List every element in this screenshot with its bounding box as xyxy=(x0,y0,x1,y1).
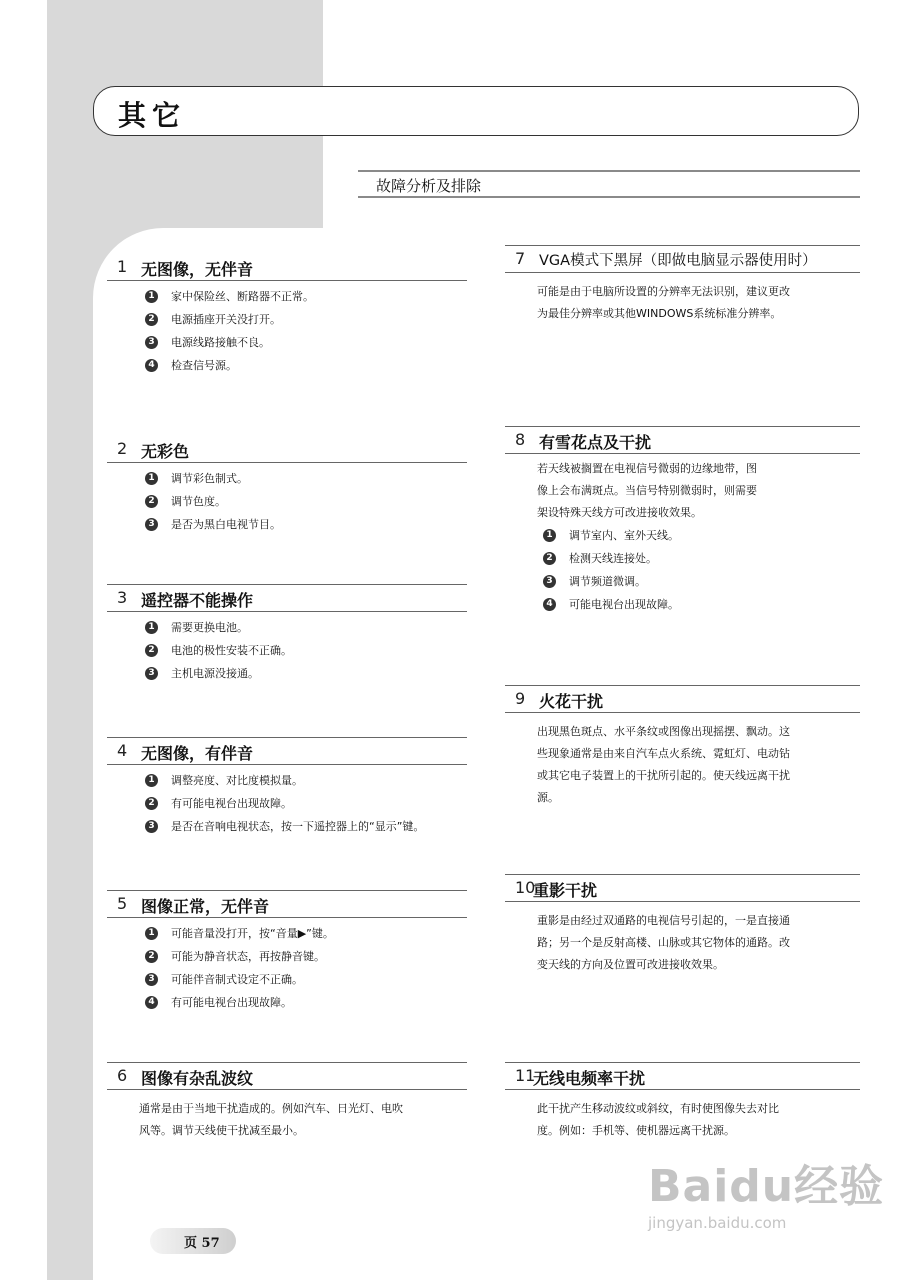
section-title: 无彩色 xyxy=(141,442,190,461)
section-title: 无图像，有伴音 xyxy=(141,744,254,763)
number-badge-4: 4 xyxy=(145,359,158,372)
section-paragraph: 若天线被搁置在电视信号微弱的边缘地带，图 像上会布满斑点。当信号特别微弱时，则需要 架设特殊天线方可改进接收效果。 xyxy=(537,462,757,519)
number-badge-2: 2 xyxy=(145,313,158,326)
list-item: 3 是否在音响电视状态，按一下遥控器上的“显示”键。 xyxy=(107,819,467,842)
section-7 xyxy=(505,245,860,325)
section-header xyxy=(107,1062,467,1090)
section-title: 无线电频率干扰 xyxy=(533,1069,646,1088)
list-item: 2 检测天线连接处。 xyxy=(505,551,860,574)
section-header xyxy=(107,584,467,612)
number-badge-3: 3 xyxy=(145,820,158,833)
number-badge-3: 3 xyxy=(145,667,158,680)
page-number-badge xyxy=(150,1228,236,1254)
item-list xyxy=(107,773,467,842)
list-item: 2 调节色度。 xyxy=(107,494,467,517)
item-list xyxy=(107,926,467,1018)
section-5 xyxy=(107,890,467,1018)
section-title: 重影干扰 xyxy=(533,881,598,900)
section-4 xyxy=(107,737,467,842)
list-item: 1 调整亮度、对比度模拟量。 xyxy=(107,773,467,796)
list-item: 1 需要更换电池。 xyxy=(107,620,467,643)
section-number: 2 xyxy=(117,439,128,458)
section-paragraph: 重影是由经过双通路的电视信号引起的，一是直接通 路；另一个是反射高楼、山脉或其它物体的通路。改 变天线的方向及位置可改进接收效果。 xyxy=(537,914,790,971)
list-item: 4 有可能电视台出现故障。 xyxy=(107,995,467,1018)
number-badge-2: 2 xyxy=(543,552,556,565)
list-item: 3 可能伴音制式设定不正确。 xyxy=(107,972,467,995)
number-badge-2: 2 xyxy=(145,644,158,657)
section-paragraph: 可能是由于电脑所设置的分辨率无法识别，建议更改 为最佳分辨率或其他WINDOWS系统标准分辨率。 xyxy=(537,285,790,320)
section-2 xyxy=(107,436,467,540)
subtitle-bar xyxy=(358,170,860,198)
list-item: 2 电源插座开关没打开。 xyxy=(107,312,467,335)
section-header xyxy=(107,436,467,463)
section-number: 11 xyxy=(515,1066,536,1085)
section-number: 5 xyxy=(117,894,128,913)
number-badge-1: 1 xyxy=(145,290,158,303)
number-badge-2: 2 xyxy=(145,797,158,810)
section-9 xyxy=(505,685,860,809)
number-badge-1: 1 xyxy=(145,472,158,485)
list-item: 3 调节频道微调。 xyxy=(505,574,860,597)
list-item: 1 可能音量没打开，按“音量▶”键。 xyxy=(107,926,467,949)
list-item: 2 有可能电视台出现故障。 xyxy=(107,796,467,819)
section-number: 7 xyxy=(515,249,526,268)
section-8 xyxy=(505,426,860,620)
section-number: 8 xyxy=(515,430,526,449)
section-11 xyxy=(505,1062,860,1142)
list-item: 1 调节彩色制式。 xyxy=(107,471,467,494)
baidu-watermark xyxy=(648,1150,884,1232)
section-header xyxy=(505,426,860,454)
section-header xyxy=(107,737,467,765)
section-title: 有雪花点及干扰 xyxy=(539,433,652,452)
number-badge-3: 3 xyxy=(145,336,158,349)
section-header xyxy=(107,890,467,918)
section-title: 图像正常，无伴音 xyxy=(141,897,270,916)
list-item: 3 是否为黑白电视节目。 xyxy=(107,517,467,540)
section-title: 无图像，无伴音 xyxy=(141,260,254,279)
list-item: 4 可能电视台出现故障。 xyxy=(505,597,860,620)
number-badge-1: 1 xyxy=(543,529,556,542)
number-badge-3: 3 xyxy=(145,518,158,531)
section-title: 遥控器不能操作 xyxy=(141,591,254,610)
number-badge-3: 3 xyxy=(145,973,158,986)
page-title: 其它 xyxy=(118,99,187,132)
section-title: 火花干扰 xyxy=(539,692,604,711)
number-badge-1: 1 xyxy=(145,927,158,940)
number-badge-1: 1 xyxy=(145,774,158,787)
item-list xyxy=(107,471,467,540)
list-item: 2 可能为静音状态，再按静音键。 xyxy=(107,949,467,972)
section-title: 图像有杂乱波纹 xyxy=(141,1069,254,1088)
number-badge-2: 2 xyxy=(145,950,158,963)
page-title-box xyxy=(93,86,859,136)
number-badge-4: 4 xyxy=(145,996,158,1009)
number-badge-1: 1 xyxy=(145,621,158,634)
section-10 xyxy=(505,874,860,976)
section-paragraph: 出现黑色斑点、水平条纹或图像出现摇摆、飘动。这 些现象通常是由来自汽车点火系统、霓虹灯、电动钻 或其它电子装置上的干扰所引起的。使天线远离干扰 源。 xyxy=(537,725,790,804)
section-paragraph: 此干扰产生移动波纹或斜纹，有时使图像失去对比 度。例如：手机等、使机器远离干扰源。 xyxy=(537,1102,779,1137)
number-badge-2: 2 xyxy=(145,495,158,508)
section-header xyxy=(505,245,860,273)
section-paragraph: 通常是由于当地干扰造成的。例如汽车、日光灯、电吹 风等。调节天线使干扰减至最小。 xyxy=(139,1102,403,1137)
list-item: 3 主机电源没接通。 xyxy=(107,666,467,689)
section-header xyxy=(107,254,467,281)
list-item: 1 家中保险丝、断路器不正常。 xyxy=(107,289,467,312)
section-number: 3 xyxy=(117,588,128,607)
list-item: 4 检查信号源。 xyxy=(107,358,467,381)
number-badge-3: 3 xyxy=(543,575,556,588)
section-3 xyxy=(107,584,467,689)
section-number: 9 xyxy=(515,689,526,708)
section-1 xyxy=(107,254,467,381)
section-6 xyxy=(107,1062,467,1142)
list-item: 2 电池的极性安装不正确。 xyxy=(107,643,467,666)
list-item: 3 电源线路接触不良。 xyxy=(107,335,467,358)
section-number: 10 xyxy=(515,878,536,897)
section-header xyxy=(505,1062,860,1090)
item-list xyxy=(107,620,467,689)
section-header xyxy=(505,685,860,713)
section-number: 6 xyxy=(117,1066,128,1085)
item-list xyxy=(505,528,860,620)
number-badge-4: 4 xyxy=(543,598,556,611)
watermark-logo: Baidu经验 xyxy=(648,1161,885,1212)
section-number: 1 xyxy=(117,257,128,276)
page-number: 页 57 xyxy=(184,1236,220,1251)
item-list xyxy=(107,289,467,381)
section-header xyxy=(505,874,860,902)
section-title: VGA模式下黑屏（即做电脑显示器使用时） xyxy=(539,253,817,269)
section-number: 4 xyxy=(117,741,128,760)
list-item: 1 调节室内、室外天线。 xyxy=(505,528,860,551)
subtitle: 故障分析及排除 xyxy=(376,177,482,195)
watermark-url: jingyan.baidu.com xyxy=(648,1214,787,1232)
